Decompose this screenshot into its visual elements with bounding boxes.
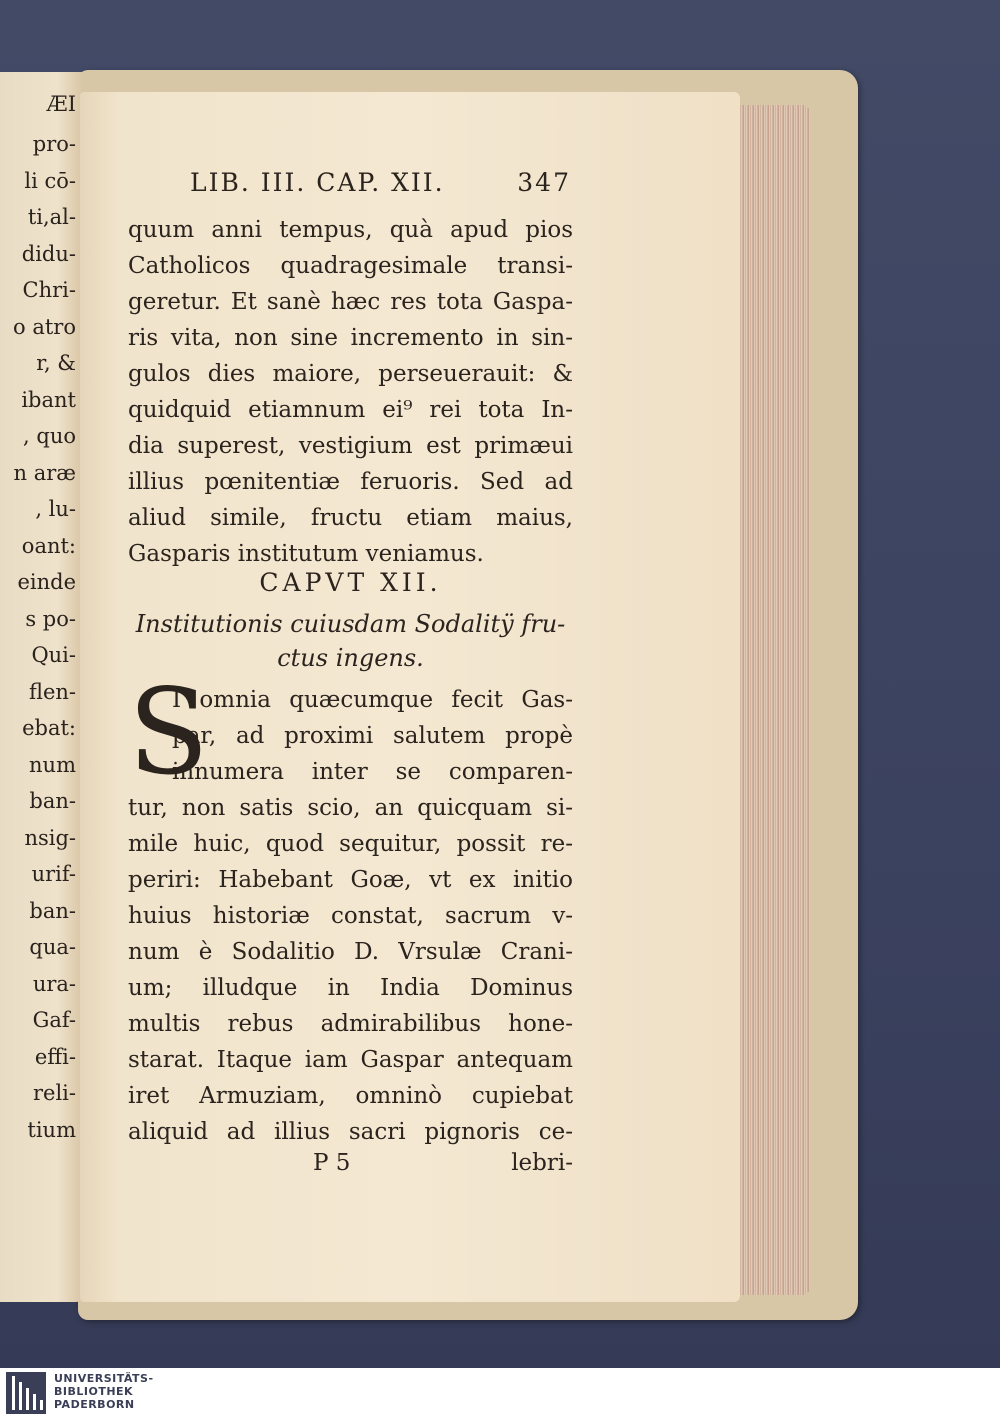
text-line: par, ad proximi salutem propè: [172, 723, 573, 749]
previous-page-line: r, &: [36, 351, 76, 375]
text-line: illius pœnitentiæ feruoris. Sed ad: [128, 469, 573, 495]
running-head-title: LIB. III. CAP. XII.: [190, 168, 445, 197]
text-line: gulos dies maiore, perseuerauit: &: [128, 361, 573, 387]
previous-page-line: ura-: [32, 971, 76, 996]
previous-page-line: didu-: [21, 241, 76, 266]
previous-page-line: li cō-: [24, 168, 76, 193]
text-line: periri: Habebant Goæ, vt ex initio: [128, 867, 573, 893]
previous-page-line: tium: [27, 1117, 76, 1142]
text-line: I omnia quæcumque fecit Gas-: [172, 687, 573, 713]
text-line: iret Armuziam, omninò cupiebat: [128, 1083, 573, 1109]
previous-page-line: Gaf-: [32, 1008, 76, 1032]
text-line: dia superest, vestigium est primæui: [128, 433, 573, 459]
previous-page: [0, 72, 82, 1302]
footer-bar: [0, 1368, 1000, 1418]
previous-page-line: Chri-: [22, 278, 76, 302]
previous-page-line: , lu-: [35, 497, 76, 521]
previous-page-line: urif-: [31, 862, 76, 886]
previous-page-line: s po-: [25, 606, 76, 631]
library-logo-icon: [6, 1372, 46, 1414]
signature-mark: P 5: [313, 1150, 351, 1176]
running-head: [128, 168, 573, 202]
previous-page-line: ban-: [29, 898, 76, 923]
logo-line: BIBLIOTHEK: [54, 1385, 134, 1398]
catchline: [128, 1150, 573, 1186]
text-line: starat. Itaque iam Gaspar antequam: [128, 1047, 573, 1073]
previous-page-line: n aræ: [13, 460, 76, 485]
text-line: Catholicos quadragesimale transi-: [128, 253, 573, 279]
catchword: lebri-: [511, 1150, 573, 1176]
library-logo-text: [54, 1372, 154, 1411]
previous-page-line: reli-: [33, 1081, 76, 1105]
previous-page-line: ti,al-: [27, 205, 76, 229]
previous-page-line: , quo: [23, 424, 76, 448]
text-line: aliquid ad illius sacri pignoris ce-: [128, 1119, 573, 1145]
text-line: mile huic, quod sequitur, possit re-: [128, 831, 573, 857]
text-line: num è Sodalitio D. Vrsulæ Crani-: [128, 939, 573, 965]
text-line: aliud simile, fructu etiam maius,: [128, 505, 573, 531]
previous-page-line: num: [29, 752, 76, 777]
text-line: quum anni tempus, quà apud pios: [128, 217, 573, 243]
drop-cap: S: [128, 663, 209, 801]
previous-page-line: o atro: [13, 314, 76, 339]
text-line: ris vita, non sine incremento in sin-: [128, 325, 573, 351]
previous-page-line: effi-: [34, 1044, 76, 1069]
previous-page-line: einde: [17, 570, 76, 594]
previous-page-line: ibant: [21, 387, 76, 412]
text-line: quidquid etiamnum ei⁹ rei tota In-: [128, 397, 573, 423]
previous-page-line: ÆI: [46, 92, 76, 116]
text-line: geretur. Et sanè hæc res tota Gaspa-: [128, 289, 573, 315]
text-line: Gasparis institutum veniamus.: [128, 541, 484, 567]
previous-page-line: flen-: [28, 679, 76, 704]
previous-page-line: oant:: [21, 533, 76, 558]
text-line: innumera inter se comparen-: [172, 759, 573, 785]
previous-page-line: qua-: [29, 935, 76, 959]
chapter-subtitle: Institutionis cuiusdam Sodalitÿ fru-: [135, 610, 566, 638]
chapter-subtitle: ctus ingens.: [277, 644, 424, 672]
page-number: 347: [517, 168, 571, 197]
previous-page-line: Qui-: [31, 643, 76, 667]
text-line: multis rebus admirabilibus hone-: [128, 1011, 573, 1037]
previous-page-line: ebat:: [22, 716, 76, 740]
text-line: tur, non satis scio, an quicquam si-: [128, 795, 573, 821]
text-line: um; illudque in India Dominus: [128, 975, 573, 1001]
previous-page-line: nsig-: [24, 825, 76, 850]
previous-page-line: ban-: [29, 789, 76, 813]
chapter-heading: CAPVT XII.: [259, 568, 442, 597]
previous-page-line: pro-: [32, 132, 76, 156]
logo-line: UNIVERSITÄTS-: [54, 1372, 154, 1385]
logo-line: PADERBORN: [54, 1398, 135, 1411]
text-line: huius historiæ constat, sacrum v-: [128, 903, 573, 929]
